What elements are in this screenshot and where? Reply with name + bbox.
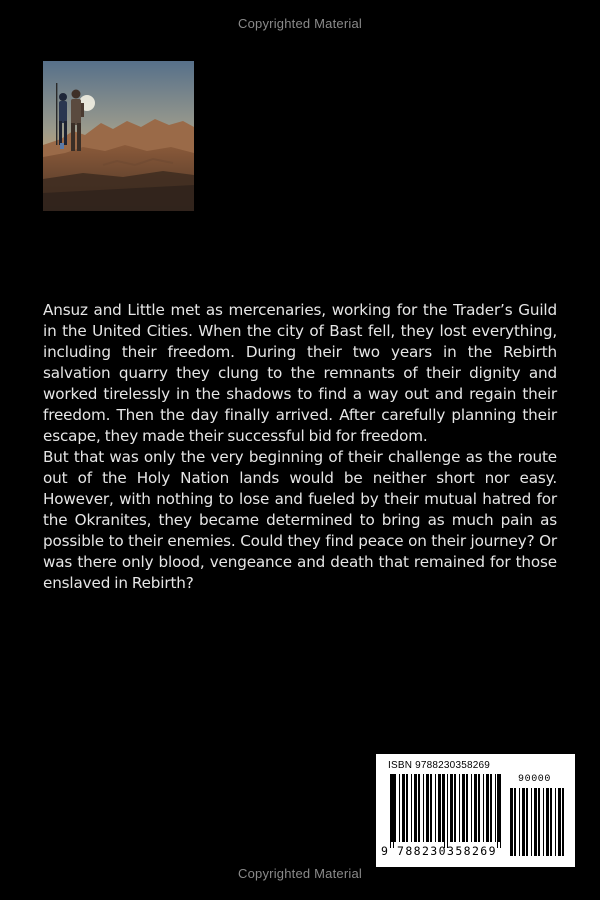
barcode-digits-right: 358269 xyxy=(447,844,497,858)
blurb-paragraph-1: Ansuz and Little met as mercenaries, working for the Trader’s Guild in the United Cities. When the city of Bast fell, they lost everything, including their freedom. During their two years in the Rebirth salvation quarry they clung to the remnants of their dignity and worked tirelessly in the shadows to find a way out and regain their freedom. Then the day finally arrived. After carefully planning their escape, they made their successful bid for freedom. xyxy=(43,301,557,445)
barcode-digit-first: 9 xyxy=(381,844,390,858)
two-figures-landscape-illustration xyxy=(43,61,194,211)
blurb-paragraph-2: But that was only the very beginning of their challenge as the route out of the Holy Nation lands would be neither short nor easy. However, with nothing to lose and fueled by their mutual hatred for the Okranites, they became determined to bring as much pain as possible to their enemies. Could they find peace on their journey? Or was there only blood, vengeance and death that remained for those enslaved in Rebirth? xyxy=(43,448,557,592)
isbn-label: ISBN 9788230358269 xyxy=(388,760,491,771)
isbn-barcode xyxy=(376,754,575,867)
barcode-digits-left: 788230 xyxy=(397,844,447,858)
price-code: 90000 xyxy=(518,774,552,785)
cover-illustration xyxy=(43,61,194,211)
back-cover-blurb xyxy=(43,300,557,594)
watermark-bottom: Copyrighted Material xyxy=(238,866,362,881)
watermark-top: Copyrighted Material xyxy=(238,16,362,31)
